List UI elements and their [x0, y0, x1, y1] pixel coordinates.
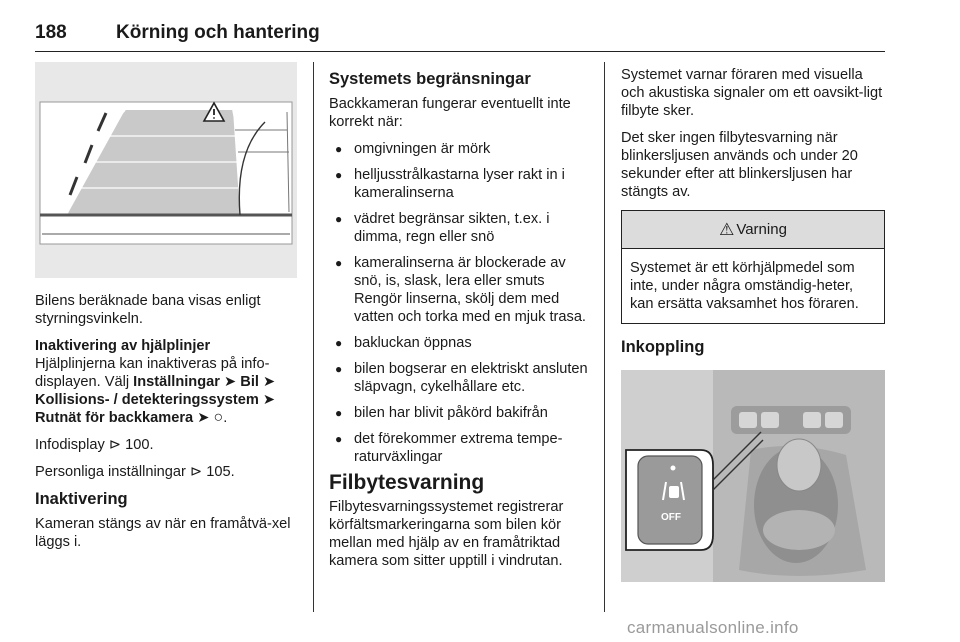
- infodisplay-ref: Infodisplay ⊳ 100.: [35, 437, 154, 453]
- list-item: ● bilen bogserar en elektriskt ansluten släpvagn, cykelhållare etc.: [329, 360, 593, 396]
- list-item: ● bakluckan öppnas: [329, 334, 593, 352]
- no-warning-text: Det sker ingen filbytesvarning när blinkersljusen används och under 20 sekunder efter att blinkersljusen har stängts av.: [621, 130, 858, 200]
- console-button-figure: [621, 370, 885, 582]
- rear-camera-figure: [35, 62, 297, 278]
- circle-icon: ○: [213, 409, 224, 426]
- page-title: Körning och hantering: [116, 22, 320, 43]
- deactivate-section: Inaktivering av hjälplinjer Hjälplinjerna kan inaktiveras på info-displayen. Välj Inställningar ➤ Bil ➤ Kollisions- / detekteringssystem ➤ Rutnät för backkamera ➤ ○.: [35, 337, 300, 427]
- list-item: ● det förekommer extrema tempe-raturväxlingar: [329, 430, 593, 466]
- rear-camera-illustration: [35, 62, 297, 278]
- warning-header: [622, 211, 884, 249]
- deactivate-heading: Inaktivering av hjälplinjer: [35, 338, 211, 354]
- personal-settings-ref: Personliga inställningar ⊳ 105.: [35, 464, 235, 480]
- engage-heading: Inkoppling: [621, 338, 705, 356]
- page-reference-icon: ⊳: [108, 437, 122, 453]
- list-item: ● bilen har blivit påkörd bakifrån: [329, 404, 593, 422]
- inactivation-text: Kameran stängs av när en framåtvä-xel läggs i.: [35, 516, 291, 550]
- menu-item-settings: Inställningar: [133, 374, 220, 390]
- limits-list: [329, 140, 593, 466]
- lane-departure-heading: Filbytesvarning: [329, 471, 485, 494]
- warning-box: [621, 210, 885, 324]
- page-header: [35, 22, 885, 52]
- triangle-right-icon: ➤: [197, 410, 210, 426]
- list-item: ● vädret begränsar sikten, t.ex. i dimma, regn eller snö: [329, 210, 593, 246]
- inactivation-heading: Inaktivering: [35, 490, 128, 508]
- column-divider-2: [604, 62, 605, 612]
- page-number: 188: [35, 22, 67, 43]
- limits-intro: Backkameran fungerar eventuellt inte korrekt när:: [329, 96, 571, 130]
- list-item: ● kameralinserna är blockerade av snö, is, slask, lera eller smuts Rengör linserna, skölj dem med vatten och torka med en mjuk trasa.: [329, 254, 593, 326]
- column-2: [329, 66, 593, 579]
- menu-item-car: Bil: [240, 374, 259, 390]
- column-1: [35, 292, 300, 560]
- warning-text: Systemet är ett körhjälpmedel som inte, under några omständig-heter, kan ersätta vaksamhet hos föraren.: [630, 260, 859, 312]
- triangle-right-icon: ➤: [224, 374, 237, 390]
- deactivate-text: Hjälplinjerna kan inaktiveras på info-displayen. Välj: [35, 356, 270, 390]
- column-3: [621, 66, 885, 363]
- page-reference-icon: ⊳: [189, 464, 203, 480]
- column-divider-1: [313, 62, 314, 612]
- triangle-right-icon: ➤: [262, 392, 276, 408]
- center-console-illustration: [621, 370, 885, 582]
- menu-item-grid: Rutnät för backkamera: [35, 410, 194, 426]
- limits-heading: Systemets begränsningar: [329, 70, 531, 88]
- list-item: ● helljusstrålkastarna lyser rakt in i kameralinserna: [329, 166, 593, 202]
- off-button-label: OFF: [661, 512, 681, 523]
- list-item: ● omgivningen är mörk: [329, 140, 593, 158]
- watermark: carmanualsonline.info: [627, 618, 799, 637]
- warning-title: Varning: [736, 220, 787, 238]
- warning-triangle-icon: ⚠: [719, 219, 735, 239]
- lane-departure-text: Filbytesvarningssystemet registrerar körfältsmarkeringarna som bilen kör mellan med hjälp av en framåtriktad kamera som sitter upptill i vindrutan.: [329, 499, 564, 569]
- alerts-text: Systemet varnar föraren med visuella och akustiska signaler om ett oavsikt-ligt filbyte sker.: [621, 67, 883, 119]
- menu-item-collision: Kollisions- / detekteringssystem: [35, 392, 259, 408]
- triangle-right-icon: ➤: [263, 374, 276, 390]
- figure-caption: Bilens beräknade bana visas enligt styrningsvinkeln.: [35, 293, 261, 327]
